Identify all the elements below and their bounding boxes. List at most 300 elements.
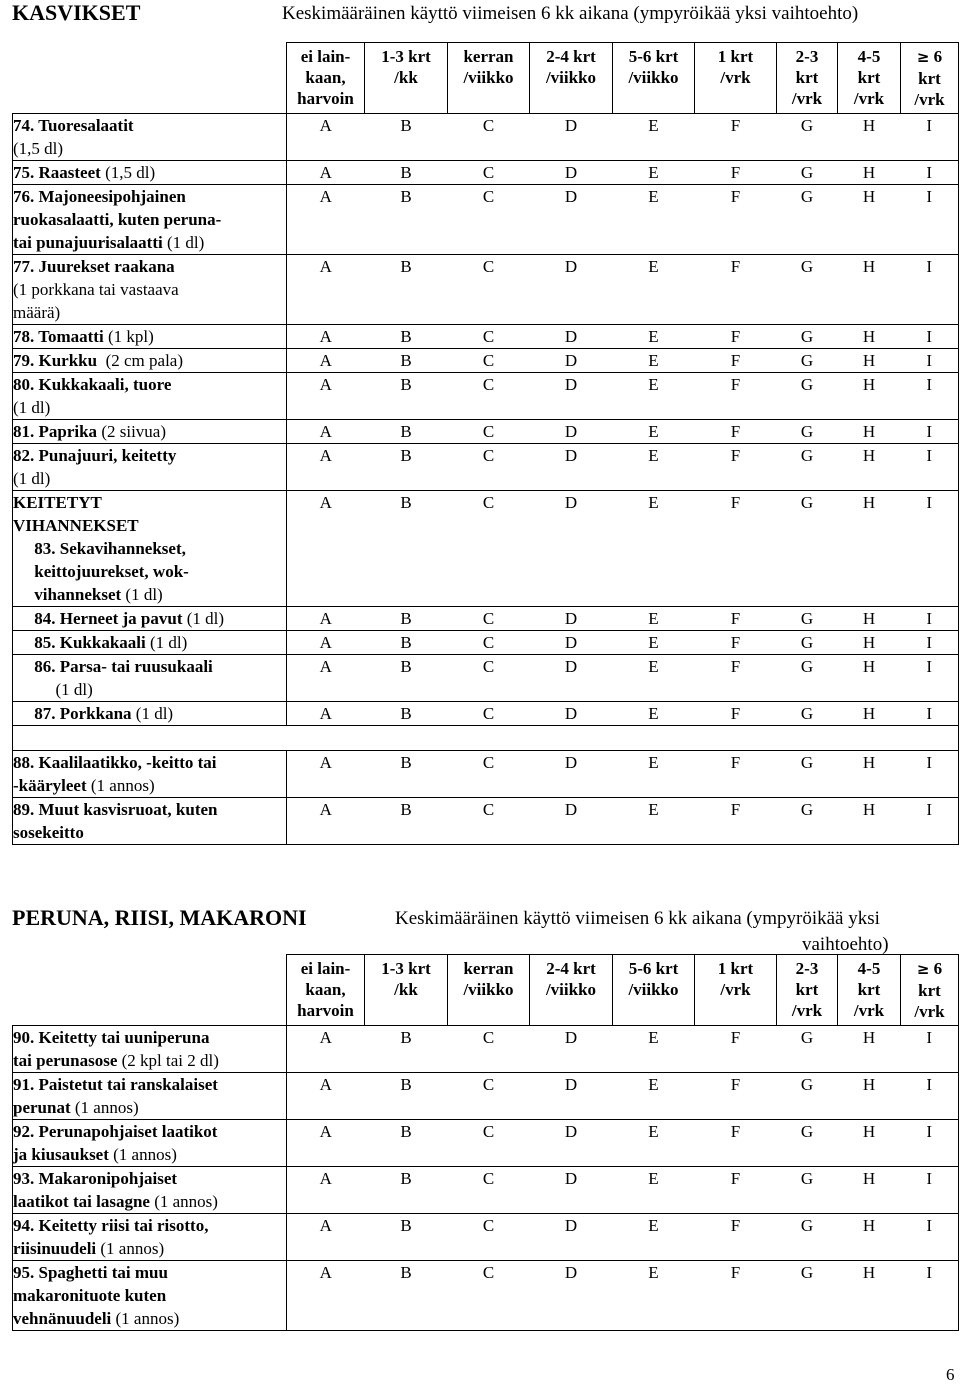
answer-option-f[interactable]: F — [695, 1026, 777, 1073]
question-text: tai punajuurisalaatti — [13, 233, 163, 252]
answer-option-d[interactable]: D — [530, 1261, 613, 1331]
answer-option-d[interactable]: D — [530, 1167, 613, 1214]
answer-option-h[interactable]: H — [838, 798, 901, 845]
answer-option-d[interactable]: D — [530, 420, 613, 444]
question-text: ruokasalaatti, kuten peruna- — [13, 210, 222, 229]
question-row — [13, 1167, 959, 1214]
question-text: tai perunasose — [13, 1051, 118, 1070]
question-line — [13, 231, 286, 254]
answer-option-f[interactable]: F — [695, 1120, 777, 1167]
question-row — [13, 1073, 959, 1120]
answer-option-e[interactable]: E — [613, 255, 695, 325]
question-line — [13, 560, 286, 583]
answer-option-i[interactable]: I — [901, 185, 959, 255]
answer-option-e[interactable]: E — [613, 1073, 695, 1120]
question-label — [13, 1120, 287, 1167]
frequency-header-9 — [901, 955, 959, 1026]
answer-option-e[interactable]: E — [613, 631, 695, 655]
frequency-header-8 — [838, 955, 901, 1026]
answer-option-b[interactable]: B — [365, 607, 448, 631]
spacer-row — [13, 726, 959, 751]
answer-option-e[interactable]: E — [613, 325, 695, 349]
question-line — [13, 161, 286, 184]
answer-option-e[interactable]: E — [613, 655, 695, 702]
answer-option-g[interactable]: G — [777, 114, 838, 161]
answer-option-h[interactable]: H — [838, 161, 901, 185]
portion-text: (1,5 dl) — [100, 163, 156, 182]
answer-option-b[interactable]: B — [365, 631, 448, 655]
answer-option-c[interactable]: C — [448, 1214, 530, 1261]
answer-option-e[interactable]: E — [613, 349, 695, 373]
answer-option-f[interactable]: F — [695, 325, 777, 349]
answer-option-c[interactable]: C — [448, 631, 530, 655]
answer-option-d[interactable]: D — [530, 161, 613, 185]
answer-option-a[interactable]: A — [287, 1026, 365, 1073]
question-line — [13, 301, 286, 324]
answer-option-b[interactable]: B — [365, 1214, 448, 1261]
answer-option-b[interactable]: B — [365, 1073, 448, 1120]
answer-option-i[interactable]: I — [901, 702, 959, 726]
answer-option-d[interactable]: D — [530, 491, 613, 607]
answer-option-i[interactable]: I — [901, 798, 959, 845]
answer-option-a[interactable]: A — [287, 161, 365, 185]
answer-option-i[interactable]: I — [901, 1026, 959, 1073]
answer-option-d[interactable]: D — [530, 655, 613, 702]
header-line: kerran — [463, 47, 514, 66]
answer-option-g[interactable]: G — [777, 161, 838, 185]
answer-option-g[interactable]: G — [777, 1120, 838, 1167]
answer-option-b[interactable]: B — [365, 444, 448, 491]
answer-option-h[interactable]: H — [838, 373, 901, 420]
answer-option-e[interactable]: E — [613, 161, 695, 185]
answer-option-h[interactable]: H — [838, 1167, 901, 1214]
question-row — [13, 751, 959, 798]
header-line: krt — [795, 980, 819, 999]
question-text: KEITETYT — [13, 493, 102, 512]
answer-option-f[interactable]: F — [695, 607, 777, 631]
answer-option-g[interactable]: G — [777, 751, 838, 798]
section-subtitle-line2: vaihtoehto) — [802, 934, 889, 955]
answer-option-e[interactable]: E — [613, 491, 695, 607]
answer-option-i[interactable]: I — [901, 631, 959, 655]
answer-option-g[interactable]: G — [777, 185, 838, 255]
question-text: 86. Parsa- tai ruusukaali — [13, 657, 213, 676]
answer-option-e[interactable]: E — [613, 1026, 695, 1073]
question-label — [13, 1214, 287, 1261]
question-row — [13, 1026, 959, 1073]
question-line — [13, 1284, 286, 1307]
answer-option-i[interactable]: I — [901, 491, 959, 607]
answer-option-b[interactable]: B — [365, 1120, 448, 1167]
question-label — [13, 420, 287, 444]
portion-text: (1 porkkana tai vastaava — [13, 280, 179, 299]
answer-option-d[interactable]: D — [530, 349, 613, 373]
answer-option-f[interactable]: F — [695, 1073, 777, 1120]
answer-option-g[interactable]: G — [777, 607, 838, 631]
answer-option-g[interactable]: G — [777, 655, 838, 702]
question-text: 93. Makaronipohjaiset — [13, 1169, 178, 1188]
answer-option-g[interactable]: G — [777, 798, 838, 845]
answer-option-h[interactable]: H — [838, 1026, 901, 1073]
answer-option-h[interactable]: H — [838, 349, 901, 373]
question-text: laatikot tai lasagne — [13, 1192, 150, 1211]
answer-option-g[interactable]: G — [777, 255, 838, 325]
answer-option-b[interactable]: B — [365, 702, 448, 726]
answer-option-f[interactable]: F — [695, 751, 777, 798]
portion-text: (2 kpl tai 2 dl) — [117, 1051, 219, 1070]
answer-option-e[interactable]: E — [613, 1261, 695, 1331]
answer-option-g[interactable]: G — [777, 1026, 838, 1073]
answer-option-i[interactable]: I — [901, 1214, 959, 1261]
answer-option-f[interactable]: F — [695, 349, 777, 373]
answer-option-d[interactable]: D — [530, 114, 613, 161]
answer-option-e[interactable]: E — [613, 1167, 695, 1214]
question-text: 85. Kukkakaali — [13, 633, 146, 652]
answer-option-c[interactable]: C — [448, 1026, 530, 1073]
question-line — [13, 514, 286, 537]
answer-option-c[interactable]: C — [448, 751, 530, 798]
question-row — [13, 607, 959, 631]
answer-option-h[interactable]: H — [838, 1073, 901, 1120]
answer-option-a[interactable]: A — [287, 607, 365, 631]
answer-option-c[interactable]: C — [448, 444, 530, 491]
answer-option-b[interactable]: B — [365, 1261, 448, 1331]
portion-text: (1 dl) — [13, 469, 51, 488]
header-line: krt — [857, 68, 881, 87]
answer-option-f[interactable]: F — [695, 444, 777, 491]
answer-option-i[interactable]: I — [901, 325, 959, 349]
answer-option-a[interactable]: A — [287, 373, 365, 420]
question-line — [13, 467, 286, 490]
question-line — [13, 1096, 286, 1119]
question-line — [13, 1120, 286, 1143]
answer-option-i[interactable]: I — [901, 161, 959, 185]
answer-option-e[interactable]: E — [613, 798, 695, 845]
answer-option-c[interactable]: C — [448, 491, 530, 607]
question-line — [13, 702, 286, 725]
frequency-header-1 — [287, 43, 365, 114]
answer-option-h[interactable]: H — [838, 491, 901, 607]
answer-option-c[interactable]: C — [448, 702, 530, 726]
header-line: 4-5 — [857, 959, 881, 978]
answer-option-g[interactable]: G — [777, 325, 838, 349]
answer-option-d[interactable]: D — [530, 1214, 613, 1261]
answer-option-c[interactable]: C — [448, 607, 530, 631]
answer-option-a[interactable]: A — [287, 491, 365, 607]
answer-option-h[interactable]: H — [838, 185, 901, 255]
answer-option-c[interactable]: C — [448, 325, 530, 349]
question-label — [13, 1167, 287, 1214]
answer-option-e[interactable]: E — [613, 114, 695, 161]
answer-option-i[interactable]: I — [901, 255, 959, 325]
answer-option-d[interactable]: D — [530, 373, 613, 420]
answer-option-i[interactable]: I — [901, 751, 959, 798]
answer-option-b[interactable]: B — [365, 1026, 448, 1073]
answer-option-g[interactable]: G — [777, 702, 838, 726]
answer-option-d[interactable]: D — [530, 325, 613, 349]
frequency-header-5 — [613, 43, 695, 114]
answer-option-b[interactable]: B — [365, 373, 448, 420]
portion-text: (1 dl) — [13, 398, 51, 417]
answer-option-a[interactable]: A — [287, 1167, 365, 1214]
question-row — [13, 420, 959, 444]
answer-option-h[interactable]: H — [838, 325, 901, 349]
answer-option-d[interactable]: D — [530, 1120, 613, 1167]
question-row — [13, 702, 959, 726]
header-line — [695, 1000, 776, 1021]
answer-option-a[interactable]: A — [287, 655, 365, 702]
answer-option-g[interactable]: G — [777, 491, 838, 607]
answer-option-d[interactable]: D — [530, 1073, 613, 1120]
portion-text: (1,5 dl) — [13, 139, 64, 158]
question-text: vihannekset — [13, 585, 122, 604]
answer-option-f[interactable]: F — [695, 161, 777, 185]
header-line — [530, 1000, 612, 1021]
answer-option-d[interactable]: D — [530, 798, 613, 845]
answer-option-a[interactable]: A — [287, 444, 365, 491]
answer-option-c[interactable]: C — [448, 349, 530, 373]
answer-option-a[interactable]: A — [287, 1073, 365, 1120]
header-line — [530, 88, 612, 109]
answer-option-h[interactable]: H — [838, 1261, 901, 1331]
answer-option-c[interactable]: C — [448, 255, 530, 325]
answer-option-e[interactable]: E — [613, 444, 695, 491]
header-line — [365, 1000, 447, 1021]
header-line: 2-4 krt — [546, 959, 596, 978]
answer-option-d[interactable]: D — [530, 607, 613, 631]
frequency-header-4 — [530, 955, 613, 1026]
answer-option-f[interactable]: F — [695, 1261, 777, 1331]
answer-option-h[interactable]: H — [838, 631, 901, 655]
answer-option-d[interactable]: D — [530, 255, 613, 325]
answer-option-h[interactable]: H — [838, 1214, 901, 1261]
answer-option-i[interactable]: I — [901, 1261, 959, 1331]
answer-option-a[interactable]: A — [287, 702, 365, 726]
answer-option-f[interactable]: F — [695, 420, 777, 444]
portion-text: määrä) — [13, 303, 61, 322]
question-line — [13, 678, 286, 701]
answer-option-e[interactable]: E — [613, 1214, 695, 1261]
answer-option-b[interactable]: B — [365, 325, 448, 349]
answer-option-d[interactable]: D — [530, 185, 613, 255]
answer-option-a[interactable]: A — [287, 185, 365, 255]
question-label — [13, 702, 287, 726]
question-line — [13, 1026, 286, 1049]
question-text: 77. Juurekset raakana — [13, 257, 175, 276]
answer-option-i[interactable]: I — [901, 607, 959, 631]
answer-option-b[interactable]: B — [365, 255, 448, 325]
question-line — [13, 325, 286, 348]
question-line — [13, 607, 286, 630]
answer-option-f[interactable]: F — [695, 1167, 777, 1214]
answer-option-h[interactable]: H — [838, 702, 901, 726]
answer-option-b[interactable]: B — [365, 114, 448, 161]
question-text: 83. Sekavihannekset, — [13, 539, 186, 558]
answer-option-i[interactable]: I — [901, 1167, 959, 1214]
question-line — [13, 1190, 286, 1213]
answer-option-f[interactable]: F — [695, 655, 777, 702]
answer-option-e[interactable]: E — [613, 702, 695, 726]
header-line: /vrk — [853, 1001, 885, 1020]
answer-option-c[interactable]: C — [448, 1261, 530, 1331]
answer-option-a[interactable]: A — [287, 1120, 365, 1167]
answer-option-b[interactable]: B — [365, 491, 448, 607]
answer-option-d[interactable]: D — [530, 702, 613, 726]
answer-option-h[interactable]: H — [838, 255, 901, 325]
answer-option-a[interactable]: A — [287, 1214, 365, 1261]
answer-option-b[interactable]: B — [365, 1167, 448, 1214]
answer-option-f[interactable]: F — [695, 631, 777, 655]
answer-option-a[interactable]: A — [287, 751, 365, 798]
answer-option-f[interactable]: F — [695, 491, 777, 607]
answer-option-h[interactable]: H — [838, 655, 901, 702]
answer-option-g[interactable]: G — [777, 1214, 838, 1261]
question-line — [13, 1214, 286, 1237]
header-line: kaan, — [305, 68, 346, 87]
question-line — [13, 1167, 286, 1190]
answer-option-a[interactable]: A — [287, 1261, 365, 1331]
answer-option-a[interactable]: A — [287, 631, 365, 655]
answer-option-h[interactable]: H — [838, 420, 901, 444]
question-text: 75. Raasteet — [13, 163, 101, 182]
answer-option-a[interactable]: A — [287, 325, 365, 349]
answer-option-i[interactable]: I — [901, 349, 959, 373]
question-row — [13, 185, 959, 255]
answer-option-f[interactable]: F — [695, 1214, 777, 1261]
answer-option-i[interactable]: I — [901, 373, 959, 420]
answer-option-c[interactable]: C — [448, 655, 530, 702]
question-line — [13, 751, 286, 774]
header-line: /viikko — [545, 980, 597, 999]
answer-option-b[interactable]: B — [365, 349, 448, 373]
answer-option-g[interactable]: G — [777, 631, 838, 655]
question-label — [13, 1026, 287, 1073]
answer-option-g[interactable]: G — [777, 1167, 838, 1214]
answer-option-i[interactable]: I — [901, 420, 959, 444]
answer-option-g[interactable]: G — [777, 373, 838, 420]
answer-option-h[interactable]: H — [838, 444, 901, 491]
answer-option-g[interactable]: G — [777, 1073, 838, 1120]
question-row — [13, 631, 959, 655]
answer-option-c[interactable]: C — [448, 1120, 530, 1167]
header-line: 1-3 krt — [381, 47, 431, 66]
header-line: 1 krt — [717, 959, 754, 978]
answer-option-c[interactable]: C — [448, 161, 530, 185]
answer-option-f[interactable]: F — [695, 114, 777, 161]
question-row — [13, 798, 959, 845]
question-label — [13, 655, 287, 702]
answer-option-c[interactable]: C — [448, 1073, 530, 1120]
question-text: 95. Spaghetti tai muu — [13, 1263, 168, 1282]
answer-option-c[interactable]: C — [448, 185, 530, 255]
portion-text: (1 dl) — [55, 680, 93, 699]
answer-option-b[interactable]: B — [365, 161, 448, 185]
answer-option-b[interactable]: B — [365, 655, 448, 702]
answer-option-f[interactable]: F — [695, 185, 777, 255]
answer-option-b[interactable]: B — [365, 751, 448, 798]
answer-option-c[interactable]: C — [448, 1167, 530, 1214]
question-text: 79. Kurkku — [13, 351, 98, 370]
answer-option-e[interactable]: E — [613, 185, 695, 255]
answer-option-d[interactable]: D — [530, 631, 613, 655]
portion-text: (1 dl) — [121, 585, 163, 604]
answer-option-g[interactable]: G — [777, 420, 838, 444]
answer-option-e[interactable]: E — [613, 1120, 695, 1167]
answer-option-i[interactable]: I — [901, 444, 959, 491]
header-blank-cell — [13, 955, 287, 1026]
answer-option-h[interactable]: H — [838, 607, 901, 631]
question-line — [13, 655, 286, 678]
answer-option-b[interactable]: B — [365, 185, 448, 255]
answer-option-h[interactable]: H — [838, 751, 901, 798]
answer-option-i[interactable]: I — [901, 114, 959, 161]
portion-text: (1 annos) — [96, 1239, 165, 1258]
question-line — [13, 537, 286, 560]
answer-option-f[interactable]: F — [695, 255, 777, 325]
portion-text: (1 kpl) — [103, 327, 154, 346]
answer-option-g[interactable]: G — [777, 1261, 838, 1331]
answer-option-b[interactable]: B — [365, 420, 448, 444]
answer-option-a[interactable]: A — [287, 420, 365, 444]
question-label — [13, 325, 287, 349]
answer-option-i[interactable]: I — [901, 1073, 959, 1120]
answer-option-g[interactable]: G — [777, 444, 838, 491]
frequency-header-7 — [777, 955, 838, 1026]
answer-option-f[interactable]: F — [695, 798, 777, 845]
header-line: ≥ 6 — [916, 959, 943, 978]
question-label — [13, 444, 287, 491]
answer-option-g[interactable]: G — [777, 349, 838, 373]
answer-option-c[interactable]: C — [448, 420, 530, 444]
portion-text: (1 annos) — [108, 1145, 177, 1164]
answer-option-f[interactable]: F — [695, 373, 777, 420]
answer-option-c[interactable]: C — [448, 798, 530, 845]
frequency-header-6 — [695, 43, 777, 114]
answer-option-i[interactable]: I — [901, 1120, 959, 1167]
answer-option-h[interactable]: H — [838, 114, 901, 161]
question-line — [13, 583, 286, 606]
header-line: /viikko — [463, 980, 514, 999]
portion-text: (1 annos) — [70, 1098, 139, 1117]
answer-option-d[interactable]: D — [530, 1026, 613, 1073]
frequency-header-4 — [530, 43, 613, 114]
answer-option-b[interactable]: B — [365, 798, 448, 845]
answer-option-h[interactable]: H — [838, 1120, 901, 1167]
answer-option-f[interactable]: F — [695, 702, 777, 726]
question-line — [13, 491, 286, 514]
answer-option-a[interactable]: A — [287, 255, 365, 325]
question-text: ja kiusaukset — [13, 1145, 109, 1164]
answer-option-c[interactable]: C — [448, 373, 530, 420]
answer-option-e[interactable]: E — [613, 420, 695, 444]
header-line: /vrk — [914, 90, 945, 109]
question-row — [13, 1120, 959, 1167]
answer-option-c[interactable]: C — [448, 114, 530, 161]
header-line: /kk — [394, 980, 418, 999]
answer-option-e[interactable]: E — [613, 751, 695, 798]
answer-option-d[interactable]: D — [530, 444, 613, 491]
answer-option-a[interactable]: A — [287, 114, 365, 161]
answer-option-e[interactable]: E — [613, 607, 695, 631]
answer-option-a[interactable]: A — [287, 349, 365, 373]
header-line: kaan, — [305, 980, 346, 999]
answer-option-e[interactable]: E — [613, 373, 695, 420]
header-line — [448, 1000, 529, 1021]
header-line: 4-5 — [857, 47, 881, 66]
answer-option-i[interactable]: I — [901, 655, 959, 702]
answer-option-d[interactable]: D — [530, 751, 613, 798]
answer-option-a[interactable]: A — [287, 798, 365, 845]
